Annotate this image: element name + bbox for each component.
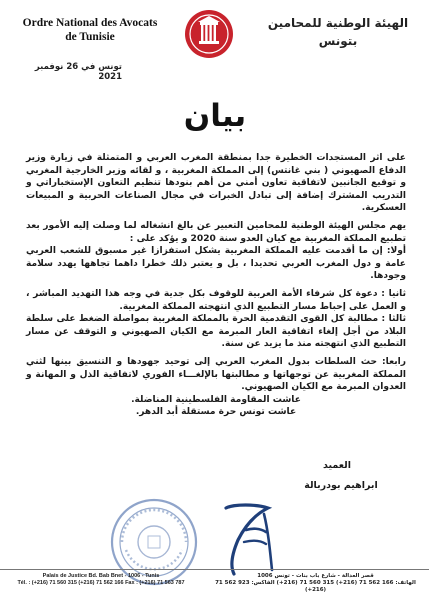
footer-contact-fr [6,573,196,587]
closing-line-2: عاشت تونس حرة مستقلة أبد الدهر. [135,407,297,418]
paragraph-second: ثانيا : دعوة كل شرفاء الأمة العربية للوقوف بكل جدية في وجه هذا التهديد المباشر ، و العمل على إحباط مسار التطبيع الذي انتهجته المملكة المغربية. [26,288,406,312]
handwritten-signature-icon [216,500,286,580]
header-fr-line1: Ordre National des Avocats [22,17,158,29]
signoff-title: العميد [323,460,351,471]
footer-fr-phones: Tél. : (+216) 71 560 315 (+216) 71 562 166 Fax : (+216) 71 563 787 [17,580,185,586]
footer-divider [0,569,429,570]
footer-fr-address: Palais de Justice Bd. Bab Bnet - 1006 - Tunis [42,573,160,579]
closing-line-1: عاشت المقاومة الفلسطينية المناضلة. [131,394,301,405]
statement-body [26,152,406,419]
paragraph-first: أولا: إن ما أقدمت عليه المملكة المغربية يشكل استفزازا غير مسبوق للشعب العربي عامة و دول المغرب العربي تحديدا ، بل و يعتبر ذلك خطرا داهما تجاهها يهدد سلامة وجودها. [26,246,406,282]
paragraph-third: ثالثا : مطالبة كل القوى التقدمية الحرة بالمملكة المغربية بمواصلة الضغط على سلطة البلاد من أجل إلغاء اتفاقية العار المبرمة مع الكيان الصهيوني و التوقف عن مسار التطبيع الذي انتهجته منذ ما يزيد عن سنة. [26,314,406,350]
signoff-name: ابراهيم بودربالة [304,480,378,491]
footer-ar-phones: الهاتف: 166 562 71 (216+) 315 560 71 (216+) الفاكس: 923 562 71 (216+) [215,580,416,593]
footer-contact-ar [208,573,423,594]
paragraph-council: يهم مجلس الهيئة الوطنية للمحامين التعبير عن بالغ انشغاله لما وصلت إليه الأمور بعد تطبيع المملكة المغربية مع كيان العدو سنة 2020 و يؤكد على : [26,220,406,244]
footer-ar-address: قصر العدالة - شارع باب بنات - تونس 1006 [257,573,374,579]
bar-association-logo-icon [183,8,235,60]
header-org-name-ar [263,14,413,50]
header-ar-line1: الهيئة الوطنية للمحامين [267,16,409,30]
header-ar-line2: بتونس [318,34,358,48]
statement-date: تونس في 26 نوفمبر 2021 [34,62,122,82]
paragraph-intro: على اثر المستجدات الخطيرة جدا بمنطقة المغرب العربي و المتمثلة في زيارة وزير الدفاع الصهيوني ( بني غانتس) إلى المملكة المغربية ، و لقائه وزير الخارجية المغربي و توقيع الجانبين لاتفاقية تعاون أمني من أهم بنودها تنظيم التعاون الإستخباراتي و التدريب المشترك إضافة إلى تبادل الخبرات في مجال الصناعات الحربية و المبيعات العسكرية. [26,153,406,214]
statement-title: بيان [183,98,247,134]
header-fr-line2: de Tunisie [65,31,115,43]
header-org-name-fr [20,16,160,44]
paragraph-fourth: رابعا: حث السلطات بدول المغرب العربي إلى توحيد جهودها و التنسيق بينها لثني المملكة المغربية عن توجهاتها و مطالبتها بالإلغـــاء الفوري لاتفاقية الذل و المهانة و العدوان المبرمة مع الكيان الصهيوني. [26,356,406,393]
